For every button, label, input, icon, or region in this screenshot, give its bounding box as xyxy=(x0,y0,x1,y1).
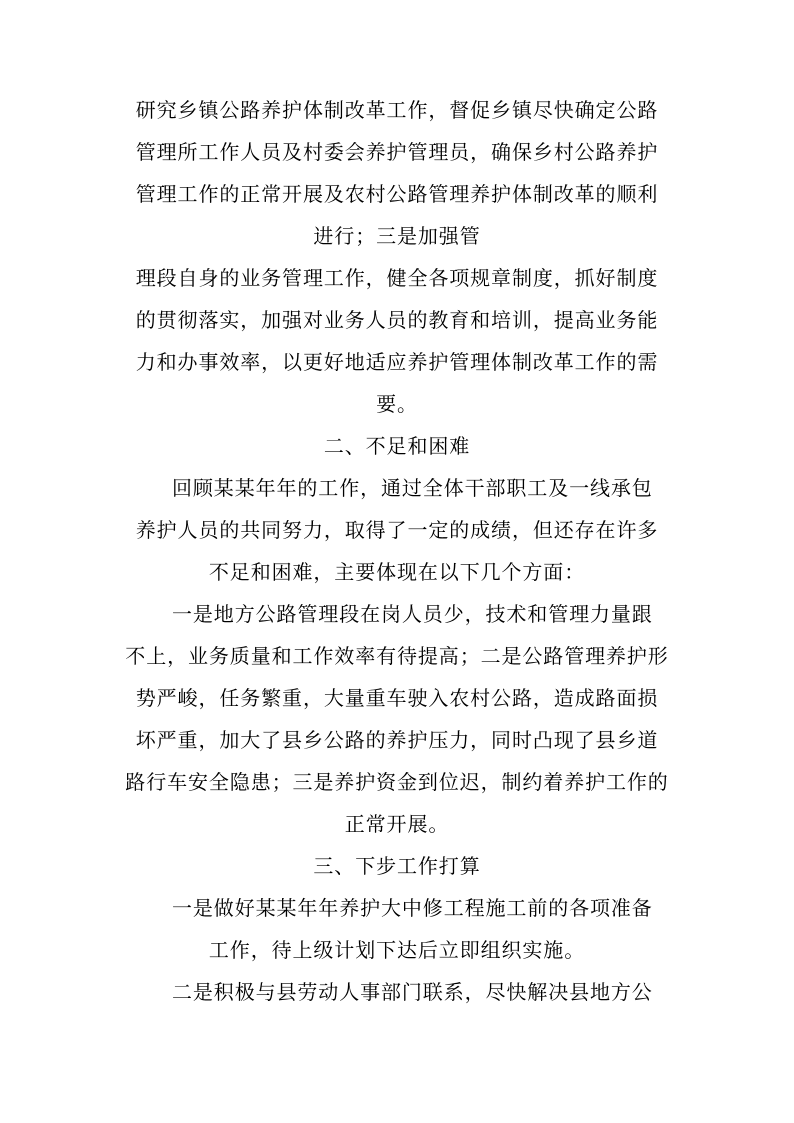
paragraph-line: 一是做好某某年年养护大中修工程施工前的各项准备 xyxy=(172,896,653,920)
paragraph-line: 势严峻，任务繁重，大量重车驶入农村公路，造成路面损 xyxy=(135,686,659,710)
section-heading: 三、下步工作打算 xyxy=(313,854,481,878)
paragraph-line: 研究乡镇公路养护体制改革工作，督促乡镇尽快确定公路 xyxy=(135,98,659,122)
paragraph-line: 坏严重，加大了县乡公路的养护压力，同时凸现了县乡道 xyxy=(135,728,659,752)
paragraph-line: 力和办事效率，以更好地适应养护管理体制改革工作的需 xyxy=(135,350,659,374)
paragraph-line: 的贯彻落实，加强对业务人员的教育和培训，提高业务能 xyxy=(135,308,659,332)
paragraph-line: 工作，待上级计划下达后立即组织实施。 xyxy=(208,938,586,962)
paragraph-line: 不足和困难，主要体现在以下几个方面： xyxy=(208,560,586,584)
paragraph-line: 一是地方公路管理段在岗人员少，技术和管理力量跟 xyxy=(172,602,653,626)
paragraph-line: 路行车安全隐患；三是养护资金到位迟，制约着养护工作的 xyxy=(125,770,669,794)
section-heading: 二、不足和困难 xyxy=(323,434,471,458)
paragraph-line: 不上，业务质量和工作效率有待提高；二是公路管理养护形 xyxy=(125,644,669,668)
paragraph-line: 管理工作的正常开展及农村公路管理养护体制改革的顺利 xyxy=(135,182,659,206)
paragraph-line: 二是积极与县劳动人事部门联系，尽快解决县地方公 xyxy=(172,980,653,1004)
paragraph-line: 进行；三是加强管 xyxy=(313,224,481,248)
paragraph-line: 正常开展。 xyxy=(344,812,450,836)
paragraph-line: 要。 xyxy=(376,392,418,416)
paragraph-line: 回顾某某年年的工作，通过全体干部职工及一线承包 xyxy=(172,476,653,500)
paragraph-line: 养护人员的共同努力，取得了一定的成绩，但还存在许多 xyxy=(135,518,659,542)
paragraph-line: 管理所工作人员及村委会养护管理员，确保乡村公路养护 xyxy=(135,140,659,164)
paragraph-line: 理段自身的业务管理工作，健全各项规章制度，抓好制度 xyxy=(135,266,659,290)
